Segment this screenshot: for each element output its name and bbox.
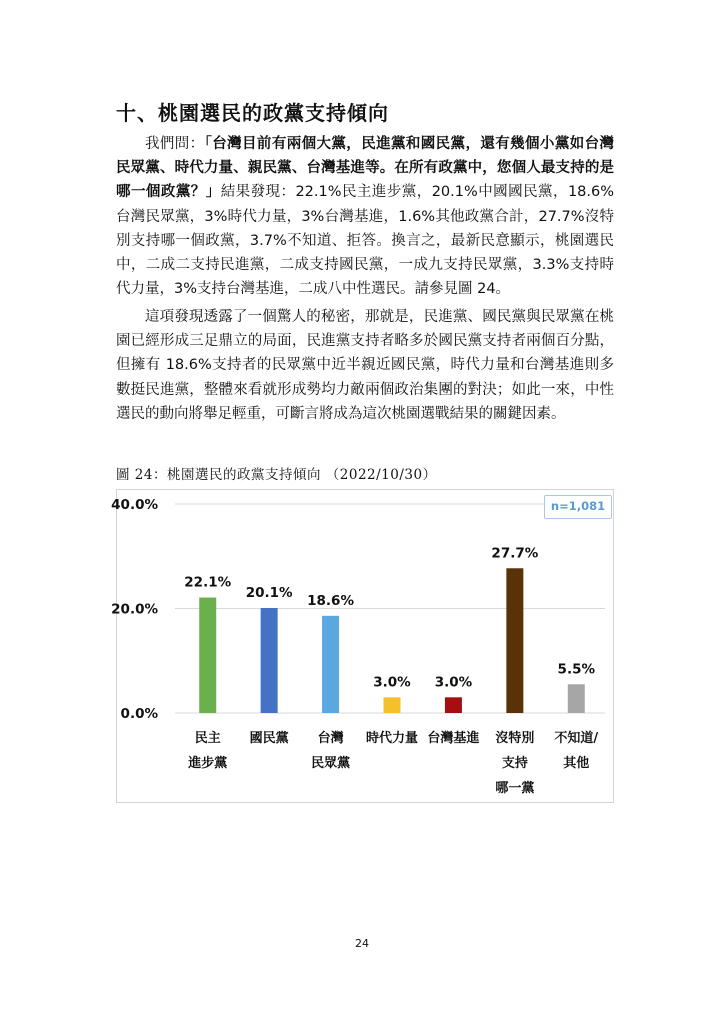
bar	[445, 697, 462, 713]
category-label: 國民黨	[249, 731, 289, 746]
y-tick-label: 20.0%	[111, 601, 158, 618]
bar	[261, 608, 278, 713]
data-label: 20.1%	[245, 584, 293, 601]
data-label: 5.5%	[557, 661, 596, 678]
page-number: 24	[355, 937, 369, 950]
category-label: 哪一黨	[495, 781, 535, 796]
bar-chart	[111, 489, 614, 803]
section-heading: 十、桃園選民的政黨支持傾向	[116, 101, 389, 125]
category-label: 不知道/	[554, 731, 599, 746]
category-label: 台灣基進	[427, 731, 480, 746]
paragraph-1-results: 結果發現：22.1%民主進步黨，20.1%中國國民黨，18.6%台灣民眾黨，3%時代力量，3%台灣基進，1.6%其他政黨合計，27.7%沒特別支持哪一個政黨，3.7%不知道、拒答。換言之，最新民意顯示，桃園選民中，二成二支持民進黨，二成支持國民黨，一成九支持民眾黨，3.3%支持時代力量，3%支持台灣基進，二成八中性選民。請參見圖 24。	[116, 184, 615, 298]
data-label: 3.0%	[373, 674, 411, 691]
paragraph-2: 這項發現透露了一個驚人的秘密，那就是，民進黨、國民黨與民眾黨在桃園已經形成三足鼎立的局面，民進黨支持者略多於國民黨支持者兩個百分點，但擁有 18.6%支持者的民眾黨中近半親近國民黨，時代力量和台灣基進則多數挺民進黨，整體來看就形成勢均力敵兩個政治集團的對決；如此一來，中性選民的動向將舉足輕重，可斷言將成為這次桃園選戰結果的關鍵因素。	[116, 309, 614, 422]
paragraph-1	[116, 132, 614, 301]
category-label: 沒特別	[495, 731, 535, 746]
category-label: 支持	[501, 756, 528, 771]
category-label: 時代力量	[365, 731, 419, 746]
data-label: 27.7%	[491, 545, 539, 562]
survey-question: 「台灣目前有兩個大黨，民進黨和國民黨，還有幾個小黨如台灣民眾黨、時代力量、親民黨、台灣基進等。在所有政黨中，您個人最支持的是哪一個政黨？」	[116, 136, 615, 201]
category-label: 進步黨	[188, 756, 228, 771]
data-label: 18.6%	[307, 592, 354, 609]
data-label: 3.0%	[434, 674, 473, 691]
category-label: 民主	[194, 731, 221, 746]
bar	[384, 697, 401, 713]
y-tick-label: 0.0%	[120, 706, 158, 722]
paragraph-1-lead: 我們問：	[145, 136, 205, 152]
y-tick-label: 40.0%	[111, 497, 158, 513]
sample-size-badge: n=1,081	[544, 495, 612, 519]
bar	[199, 598, 216, 713]
bar	[322, 616, 339, 713]
category-label: 台灣	[317, 731, 344, 746]
bar	[506, 568, 523, 713]
data-label: 22.1%	[184, 574, 232, 591]
chart-canvas	[111, 490, 615, 804]
bar	[568, 684, 585, 713]
figure-caption: 圖 24：桃園選民的政黨支持傾向 （2022/10/30）	[116, 467, 437, 483]
category-label: 民眾黨	[311, 756, 351, 771]
category-label: 其他	[563, 756, 590, 771]
